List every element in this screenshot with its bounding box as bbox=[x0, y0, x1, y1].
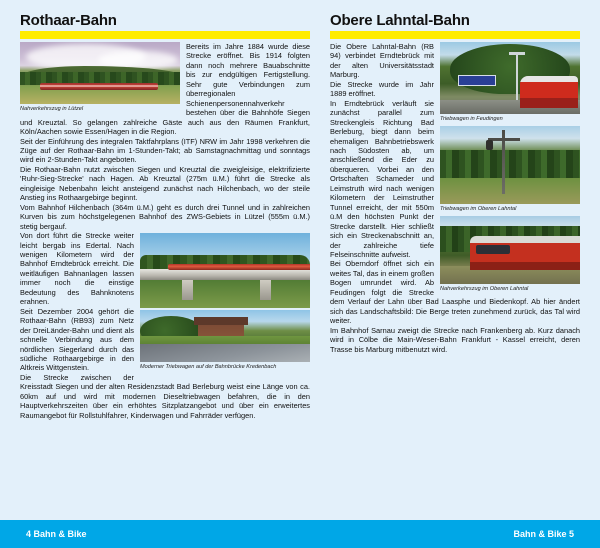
right-column bbox=[330, 0, 580, 30]
left-paragraph-7: Die Strecke zwischen der Kreisstadt Siegen und der alten Residenzstadt Bad Berleburg weist eine Länge von ca. 60km auf und wird mit modernen Dieseltriebwagen befahren, die in den Hauptverkehrszeiten über ein erhöhtes Sitzplatzangebot und über ein erweitertes Raumangebot für Rollstuhlfahrer, Kinderwagen und Fahrräder verfügen. bbox=[20, 372, 310, 420]
photo-kredenbach-strasse bbox=[140, 310, 310, 362]
caption-nahverkehrszug-luetzel: Nahverkehrszug in Lützel bbox=[20, 106, 84, 112]
photo-nahverkehrszug-luetzel bbox=[20, 42, 180, 104]
caption-triebwagen-oberes-lahntal: Triebwagen im Oberen Lahntal bbox=[440, 206, 517, 212]
left-paragraph-5: Von dort führt die Strecke weiter leicht bergab ins Edertal. Nach wenigen Kilometern wird der Bahnhof Erndtebrück erreicht. Die weitläufigen Bahnanlagen lassen immer noch die einstige Bedeutung des Bahnknotens erahnen. bbox=[20, 231, 134, 307]
right-body bbox=[330, 42, 580, 354]
right-paragraph-1: Die Obere Lahntal-Bahn (RB 94) verbindet Erndtebrück mit der alten Universitätsstadt Marburg. bbox=[330, 42, 434, 80]
right-paragraph-2: Die Strecke wurde im Jahr 1889 eröffnet. bbox=[330, 79, 434, 99]
figure-bahnbruecke-kredenbach bbox=[140, 233, 310, 374]
figure-nahverkehrszug-luetzel bbox=[20, 42, 180, 116]
caption-bahnbruecke-kredenbach: Moderner Triebwagen auf der Bahnbrücke Kredenbach bbox=[140, 364, 277, 371]
left-paragraph-4: Vom Bahnhof Hilchenbach (364m ü.M.) geht es durch drei Tunnel und in zahlreichen Kurven bis zum höchstgelegenen Bahnhof des ZWS-Gebiets in Lützel (555m ü.M.) stetig bergauf. bbox=[20, 202, 310, 231]
left-column bbox=[20, 0, 310, 30]
caption-triebwagen-feudingen: Triebwagen in Feudingen bbox=[440, 116, 503, 122]
right-paragraph-4: Bei Oberndorf öffnet sich ein weites Tal, das in einem großen Bogen umrundet wird. Ab Feudingen folgt die Strecke dem Verlauf der Lahn über Bad Laasphe und Biedenkopf. Ab hier ändert sich das Landschaftsbild: Die Berge treten zunehmend zurück, das Tal wird weiter. bbox=[330, 259, 580, 326]
left-paragraph-3: Die Rothaar-Bahn nutzt zwischen Siegen und Kreuztal die zweigleisige, elektrifizierte 'Ruhr-Sieg-Strecke' nach Hagen. Ab Kreuztal (275m ü.M.) führt die Strecke als eingleisige Nebenbahn leicht ansteigend zunächst nach Hilchenbach, wo der steile Anstieg ins Rothaargebirge beginnt. bbox=[20, 164, 310, 203]
photo-triebwagen-oberes-lahntal bbox=[440, 126, 580, 204]
right-title-rule bbox=[330, 31, 580, 39]
right-page-title: Obere Lahntal-Bahn bbox=[330, 12, 470, 29]
footer-right-label: Bahn & Bike 5 bbox=[513, 529, 574, 539]
caption-nahverkehrszug-oberes-lahntal: Nahverkehrszug im Oberen Lahntal bbox=[440, 286, 529, 292]
left-paragraph-1: Bereits im Jahre 1884 wurde diese Strecke eröffnet. Bis 1914 folgten dann noch mehrere Bauabschnitte bis zur endgültigen Fertigstellung. Sehr gute Verbindungen zum überregionalen Schienenpersonennahverkehr bestehen über die Bahnhöfe Siegen und Kreuztal. So gelangen zahlreiche Gäste auch aus den Räumen Frankfurt, Köln/Aachen sowie Essen/Hagen in die Region. bbox=[20, 42, 310, 137]
right-paragraph-5: Im Bahnhof Sarnau zweigt die Strecke nach Frankenberg ab. Kurz danach wird in Cölbe die Main-Weser-Bahn Frankfurt - Kassel erreicht, deren Trasse bis Marburg mitbenutzt wird. bbox=[330, 325, 580, 354]
photo-bahnbruecke-kredenbach bbox=[140, 233, 310, 308]
left-body bbox=[20, 42, 310, 420]
left-title-rule bbox=[20, 31, 310, 39]
left-paragraph-2: Seit der Einführung des integralen Taktfahrplans (ITF) NRW im Jahr 1998 verkehren die Züge auf der Rothaar-Bahn im 1-Stunden-Takt; ab Samstagnachmittag und sonntags wird ein 2-Stunden-Takt angeboten. bbox=[20, 136, 310, 165]
footer-left-label: 4 Bahn & Bike bbox=[26, 529, 87, 539]
photo-triebwagen-feudingen bbox=[440, 42, 580, 114]
left-page-title: Rothaar-Bahn bbox=[20, 12, 117, 29]
page-footer bbox=[0, 520, 600, 548]
right-paragraph-3: In Erndtebrück verläuft sie zunächst parallel zum Streckengleis Richtung Bad Berleburg, biegt dann beim ehemaligen Bahnbetriebswerk nach Südosten ab, um anschließend die Eder zu überqueren. Vorbei an den Ortschaften Schameder und Leimstruth wird nach wenigen Kilometern der Leimstruther Tunnel erreicht, der mit 550m ü.M den höchsten Punkt der Strecke darstellt. Hier schließt sich ein Streckenabschnitt an, der zahlreiche tiefe Felseinschnitte aufweist. bbox=[330, 98, 434, 259]
figure-triebwagen-feudingen bbox=[440, 42, 580, 296]
photo-nahverkehrszug-oberes-lahntal bbox=[440, 216, 580, 284]
left-paragraph-6: Seit Dezember 2004 gehört die Rothaar-Bahn (RB93) zum Netz der DreiLänder-Bahn und dient als schnelle Verbindung aus dem nördlichen Siegerland durch das südliche Rothaargebirge in den Altkreis Wittgenstein. bbox=[20, 306, 134, 373]
